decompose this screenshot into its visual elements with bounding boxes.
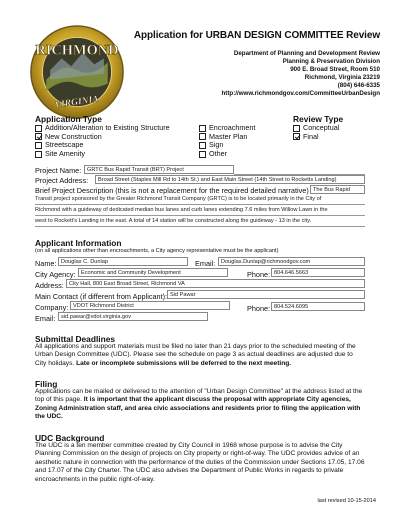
company-field[interactable]: VDOT Richmond District: [70, 301, 230, 310]
contact-phone-field[interactable]: 804.524.6095: [271, 302, 365, 311]
project-description-field-start[interactable]: The Bus Rapid: [310, 185, 365, 194]
checkbox-label: Streetscape: [45, 140, 84, 150]
department-name: Department of Planning and Development Review: [233, 50, 380, 57]
contact-phone-label: Phone:: [247, 304, 271, 313]
checkbox-label: Addition/Alteration to Existing Structure: [45, 123, 170, 132]
review-final[interactable]: [293, 133, 319, 142]
checkbox-label: Site Amenity: [45, 148, 85, 158]
description-rule-3: [35, 226, 365, 227]
project-address-field[interactable]: Broad Street (Staples Mill Rd to 14th St.) and East Main Street (14th Street to Rocketts Landing): [95, 175, 365, 184]
applicant-info-heading: Applicant Information: [35, 238, 122, 248]
type-site-amenity[interactable]: [35, 150, 85, 159]
filing-important-note: It is important that the applicant discuss the proposal with appropriate City agencies, Zoning Administration staff, and area civic associations and residents prior to filing the application with the UDC.: [35, 396, 361, 421]
submittal-deadlines-heading: Submittal Deadlines: [35, 334, 116, 344]
checkbox-checked[interactable]: [35, 133, 42, 140]
checkbox-label: Other: [209, 148, 227, 158]
checkbox-checked[interactable]: [293, 133, 300, 140]
type-other[interactable]: [199, 150, 227, 159]
checkbox[interactable]: [199, 133, 206, 140]
applicant-name-label: Name:: [35, 259, 57, 268]
street-address: 900 E. Broad Street, Room 510: [290, 66, 380, 73]
department-address-block: [130, 50, 380, 98]
city-agency-label: City Agency:: [35, 270, 76, 279]
seal-top-text: RICHMOND: [35, 42, 119, 59]
page-title: Application for URBAN DESIGN COMMITTEE Review: [133, 30, 380, 41]
checkbox-label: Conceptual: [303, 123, 340, 132]
submittal-deadlines-text: [35, 343, 365, 368]
richmond-city-seal: [29, 24, 125, 120]
applicant-phone-label: Phone:: [247, 270, 271, 279]
main-contact-label: Main Contact (if different from Applicant):: [35, 292, 168, 301]
review-type-heading: Review Type: [293, 114, 344, 124]
checkbox[interactable]: [35, 151, 42, 158]
checkbox-label: Master Plan: [209, 131, 248, 141]
division-name: Planning & Preservation Division: [282, 58, 380, 65]
deadlines-body: All applications and support materials must be filed no later than 21 days prior to the scheduled meeting of the Urban Design Committee (UDC). Please see the schedule on page 3 as actual deadlines are adjusted due to City holidays.: [35, 343, 356, 367]
seal-bottom-text: VIRGINIA: [54, 93, 100, 111]
checkbox[interactable]: [35, 125, 42, 132]
deadlines-warning: Late or incomplete submissions will be deferred to the next meeting.: [76, 359, 292, 367]
applicant-info-note: (on all applications other than encroachments, a City agency representative must be the applicant): [35, 247, 279, 254]
type-master-plan[interactable]: [199, 133, 247, 142]
udc-background-heading: UDC Background: [35, 433, 105, 443]
applicant-email-label: Email:: [195, 259, 216, 268]
description-rule-1: [35, 204, 365, 205]
filing-text: [35, 388, 365, 422]
project-description-line-2[interactable]: Richmond with a guideway of dedicated median bus lanes and curb lanes extending 7.6 miles from Willow Lawn in the: [35, 207, 328, 213]
project-description-line-3[interactable]: west to Rockett's Landing in the east. A total of 14 station will be constructed along the guideway - 13 in the city.: [35, 218, 312, 224]
website-link[interactable]: http://www.richmondgov.com/CommitteeUrbanDesign: [221, 90, 380, 97]
project-description-label: Brief Project Description (this is not a replacement for the required detailed narrative): [35, 186, 309, 195]
applicant-name-field[interactable]: Douglas C. Dunlap: [58, 257, 188, 266]
applicant-address-label: Address:: [35, 281, 64, 290]
contact-email-label: Email:: [35, 314, 56, 323]
phone-number: (804) 646-6335: [337, 82, 380, 89]
filing-heading: Filing: [35, 379, 58, 389]
applicant-phone-field[interactable]: 804.646.5663: [271, 268, 365, 277]
applicant-email-field[interactable]: Douglas.Dunlap@richmondgov.com: [218, 257, 365, 266]
project-name-field[interactable]: GRTC Bus Rapid Transit (BRT) Project: [84, 165, 234, 174]
application-type-heading: Application Type: [35, 114, 102, 124]
revision-date: last revised 10-15-2014: [317, 498, 376, 504]
project-description-line-1[interactable]: Transit project sponsored by the Greater Richmond Transit Company (GRTC) is to be located primarily in the City of: [35, 196, 322, 202]
checkbox-label: New Construction: [45, 131, 102, 141]
checkbox-label: Encroachment: [209, 123, 256, 132]
contact-email-field[interactable]: sid.pawar@vdot.virginia.gov: [58, 312, 208, 321]
main-contact-field[interactable]: Sid Pawar: [167, 290, 365, 299]
project-name-label: Project Name:: [35, 166, 82, 175]
udc-background-text: The UDC is a ten member committee created by City Council in 1968 whose purpose is to advise the City Planning Commission on the design of projects on City property or right-of-way. The UDC provides advice of an aesthetic nature in connection with the performance of the duties of the Commission under Sections 17.05, 17.06 and 17.07 of the City Charter. The UDC also advises the Department of Public Works in regards to private encroachments in the public right-of-way.: [35, 442, 365, 483]
checkbox[interactable]: [199, 151, 206, 158]
checkbox[interactable]: [199, 142, 206, 149]
checkbox[interactable]: [293, 125, 300, 132]
company-label: Company:: [35, 303, 69, 312]
checkbox-label: Sign: [209, 140, 224, 150]
checkbox-label: Final: [303, 131, 319, 141]
description-rule-2: [35, 215, 365, 216]
city-state-zip: Richmond, Virginia 23219: [304, 74, 380, 81]
checkbox[interactable]: [35, 142, 42, 149]
project-address-label: Project Address:: [35, 176, 89, 185]
checkbox[interactable]: [199, 125, 206, 132]
applicant-address-field[interactable]: City Hall, 800 East Broad Street, Richmond VA: [66, 279, 365, 288]
city-agency-field[interactable]: Economic and Community Development: [78, 268, 228, 277]
filing-body: Applications can be mailed or delivered to the attention of "Urban Design Committee" at the address listed at the top of this page.: [35, 388, 363, 404]
